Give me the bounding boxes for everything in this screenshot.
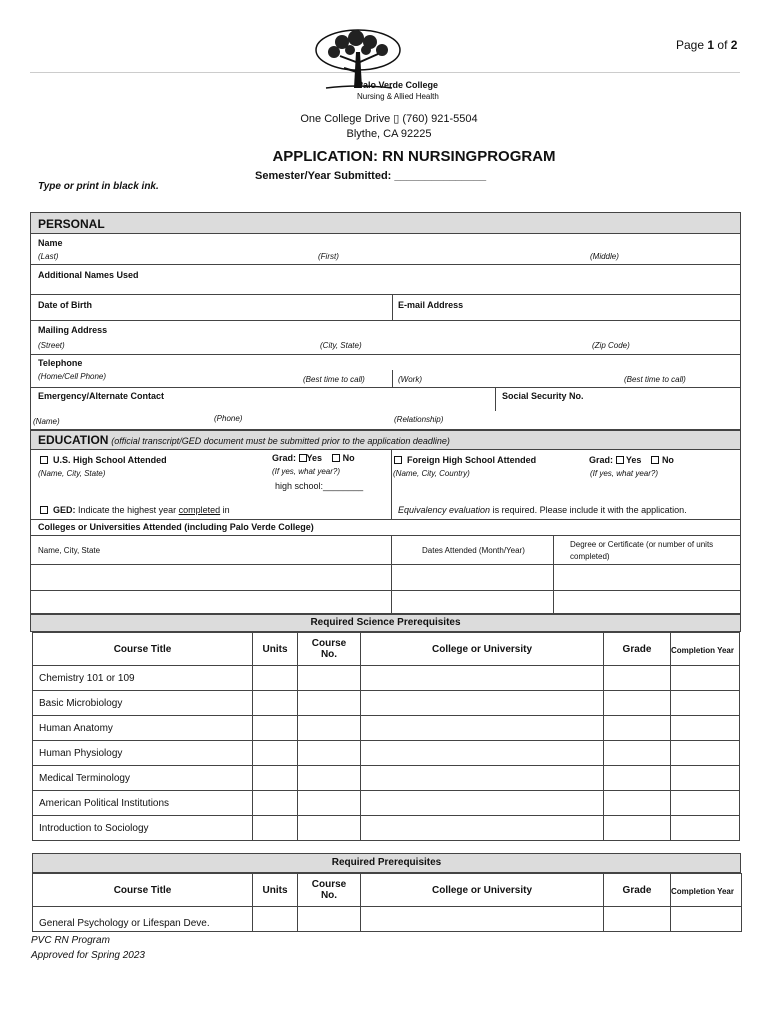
- college-name-col: Name, City, State: [38, 546, 101, 555]
- foreign-hs-label: Foreign High School Attended: [394, 455, 536, 465]
- course-title: Human Physiology: [33, 741, 253, 766]
- ged-line: GED: Indicate the highest year completed in: [40, 505, 230, 515]
- colleges-header: Colleges or Universities Attended (including Palo Verde College): [38, 522, 314, 532]
- education-header: [38, 433, 450, 447]
- college-logo: [312, 28, 462, 104]
- college-name: Palo Verde College: [357, 80, 439, 90]
- us-grad-no-checkbox[interactable]: [332, 454, 340, 462]
- course-title: Human Anatomy: [33, 716, 253, 741]
- col-course-no: Course No.: [298, 633, 361, 666]
- table-row: [33, 907, 742, 932]
- education-title: EDUCATION: [38, 433, 109, 447]
- us-grad-options: Grad: Yes No: [272, 453, 355, 463]
- college-address-line2: Blythe, CA 92225: [346, 128, 432, 140]
- college-address-line1: One College Drive ▯ (760) 921-5504: [300, 113, 478, 125]
- city-state-hint: (City, State): [320, 341, 362, 350]
- zip-hint: (Zip Code): [592, 341, 630, 350]
- foreign-grad-no-checkbox[interactable]: [651, 456, 659, 464]
- em-name-hint: (Name): [33, 417, 60, 426]
- us-grad-yes-checkbox[interactable]: [299, 454, 307, 462]
- prereq-col-completion-year: Completion Year: [671, 874, 742, 907]
- semester-field[interactable]: Semester/Year Submitted: _______________: [255, 170, 487, 182]
- col-completion-year: Completion Year: [671, 633, 740, 666]
- us-hs-hint: (Name, City, State): [38, 469, 106, 478]
- table-row: [33, 741, 740, 766]
- prereq-header: Required Prerequisites: [331, 857, 442, 868]
- prereq-table: [32, 873, 742, 932]
- prereq-col-units: Units: [253, 874, 298, 907]
- science-table: [32, 632, 740, 841]
- work-phone-hint: (Work): [398, 375, 422, 384]
- telephone-label: Telephone: [38, 358, 83, 368]
- col-college: College or University: [361, 633, 604, 666]
- us-hs-checkbox[interactable]: [40, 456, 48, 464]
- course-title: Chemistry 101 or 109: [33, 666, 253, 691]
- foreign-grad-options: Grad: Yes No: [589, 455, 674, 465]
- page-number: Page 1 of 2: [676, 38, 738, 52]
- em-relationship-hint: (Relationship): [394, 415, 444, 424]
- table-row: [33, 766, 740, 791]
- college-degree-col: Degree or Certificate (or number of units completed): [570, 540, 714, 561]
- us-hs-label: U.S. High School Attended: [40, 455, 167, 465]
- col-units: Units: [253, 633, 298, 666]
- us-if-yes-hint: (If yes, what year?): [272, 467, 341, 476]
- col-grade: Grade: [604, 633, 671, 666]
- prereq-col-college: College or University: [361, 874, 604, 907]
- college-dates-col: Dates Attended (Month/Year): [422, 546, 525, 555]
- middle-name-hint: (Middle): [590, 252, 619, 261]
- foreign-grad-yes-checkbox[interactable]: [616, 456, 624, 464]
- best-time-hint-2: (Best time to call): [624, 375, 686, 384]
- first-name-hint: (First): [318, 252, 339, 261]
- home-phone-hint: (Home/Cell Phone): [38, 372, 107, 381]
- ink-instruction: Type or print in black ink.: [38, 181, 159, 192]
- page-title: APPLICATION: RN NURSINGPROGRAM: [272, 148, 556, 165]
- ged-checkbox[interactable]: [40, 506, 48, 514]
- foreign-hs-hint: (Name, City, Country): [393, 469, 470, 478]
- mailing-label: Mailing Address: [38, 325, 108, 335]
- street-hint: (Street): [38, 341, 65, 350]
- course-title: American Political Institutions: [33, 791, 253, 816]
- em-phone-hint: (Phone): [214, 414, 243, 423]
- col-course-title: Course Title: [33, 633, 253, 666]
- college-division: Nursing & Allied Health: [357, 92, 439, 101]
- best-time-hint: (Best time to call): [303, 375, 365, 384]
- prereq-col-course-title: Course Title: [33, 874, 253, 907]
- course-title: General Psychology or Lifespan Deve.: [33, 907, 253, 932]
- foreign-if-yes-hint: (If yes, what year?): [590, 469, 659, 478]
- email-label: E-mail Address: [398, 300, 464, 310]
- prereq-col-grade: Grade: [604, 874, 671, 907]
- footer-line-1: PVC RN Program: [31, 935, 110, 946]
- table-row: [33, 716, 740, 741]
- education-note: (official transcript/GED document must be submitted prior to the application deadline): [111, 436, 450, 446]
- footer-line-2: Approved for Spring 2023: [31, 950, 145, 961]
- emergency-label: Emergency/Alternate Contact: [38, 391, 165, 401]
- course-title: Basic Microbiology: [33, 691, 253, 716]
- additional-names-label: Additional Names Used: [38, 270, 139, 280]
- course-title: Medical Terminology: [33, 766, 253, 791]
- course-title: Introduction to Sociology: [33, 816, 253, 841]
- table-row: [33, 816, 740, 841]
- table-row: [33, 791, 740, 816]
- ssn-label: Social Security No.: [502, 391, 584, 401]
- equivalency-note: Equivalency evaluation is required. Please include it with the application.: [398, 505, 687, 515]
- dob-label: Date of Birth: [38, 300, 92, 310]
- science-header: Required Science Prerequisites: [310, 617, 461, 628]
- foreign-hs-checkbox[interactable]: [394, 456, 402, 464]
- personal-header: PERSONAL: [38, 217, 105, 231]
- high-school-year-field[interactable]: high school:________: [275, 481, 364, 491]
- table-row: [33, 666, 740, 691]
- prereq-col-course-no: Course No.: [298, 874, 361, 907]
- last-name-hint: (Last): [38, 252, 59, 261]
- table-row: [33, 691, 740, 716]
- name-label: Name: [38, 238, 63, 248]
